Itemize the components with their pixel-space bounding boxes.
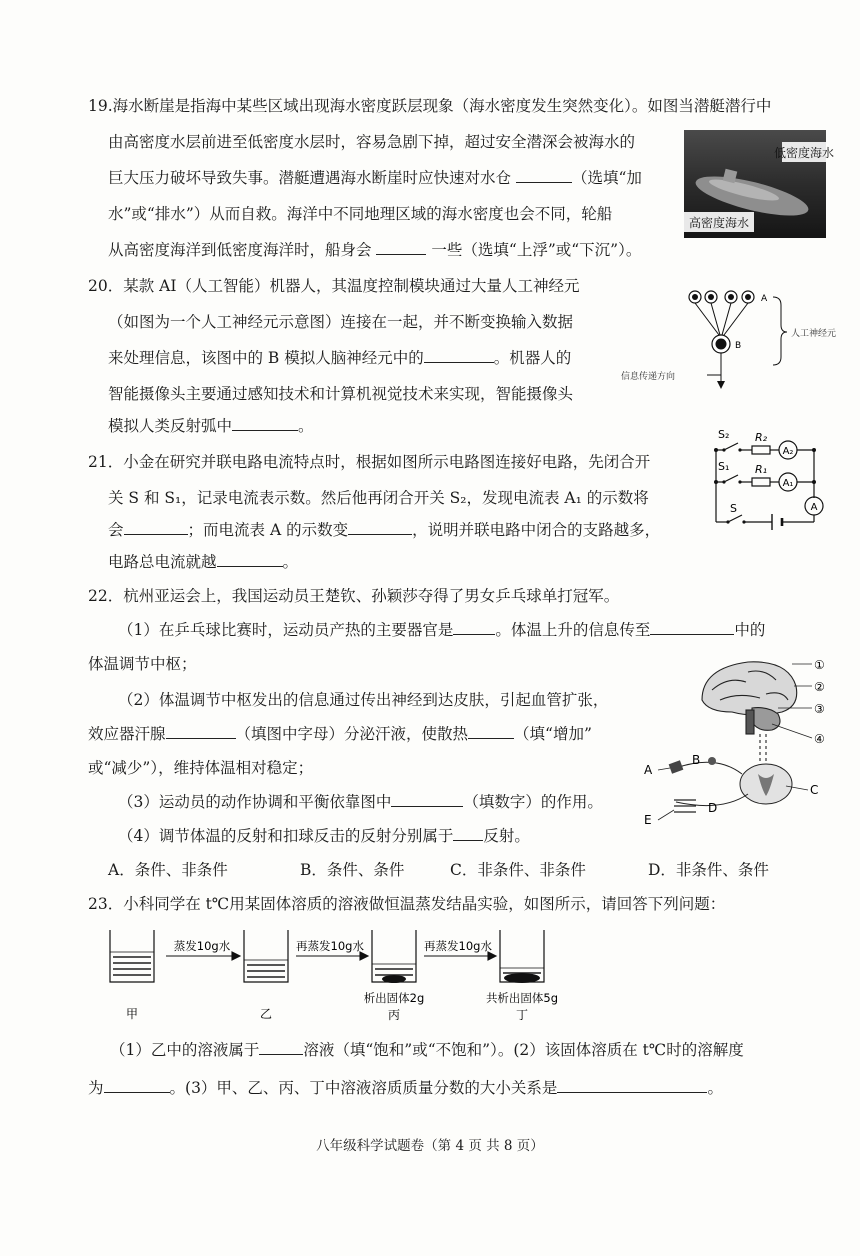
option-a[interactable]: A．条件、非条件 <box>108 861 228 879</box>
evap-label-3: 再蒸发10g水 <box>424 939 492 953</box>
neuron-label: 人工神经元 <box>791 329 837 339</box>
answer-blank[interactable] <box>376 236 426 255</box>
answer-blank[interactable] <box>453 822 483 841</box>
r1-label: R₁ <box>755 463 768 476</box>
artificial-neuron-diagram <box>615 285 860 390</box>
beaker-jia: 甲 <box>125 1007 139 1021</box>
q21-line-1: 21．小金在研究并联电路电流特点时，根据如图所示电路图连接好电路，先闭合开 <box>88 453 651 471</box>
label-4: ④ <box>814 732 825 746</box>
parallel-circuit-diagram <box>706 426 830 534</box>
q22-line-4: 效应器汗腺 （填图中字母）分泌汗液，使散热 （填“增加” <box>88 718 592 750</box>
beaker-yi: 乙 <box>259 1007 273 1021</box>
label-a: A <box>761 294 768 304</box>
high-density-label: 高密度海水 <box>688 216 750 230</box>
q19-line-3: 巨大压力破坏导致失事。潜艇遭遇海水断崖时应快速对水仓 （选填“加 <box>108 162 642 194</box>
label-3: ③ <box>814 702 825 716</box>
label-C: C <box>810 783 819 797</box>
answer-blank[interactable] <box>124 516 188 535</box>
evaporation-diagram <box>104 922 604 1026</box>
answer-blank[interactable] <box>348 516 412 535</box>
label-E: E <box>644 813 652 827</box>
answer-blank[interactable] <box>557 1074 707 1093</box>
a1-label: A₁ <box>782 478 794 489</box>
answer-blank[interactable] <box>650 616 734 635</box>
q19-line-4: 水”或“排水”）从而自救。海洋中不同地理区域的海水密度也会不同，轮船 <box>108 205 613 223</box>
answer-blank[interactable] <box>259 1036 303 1055</box>
evap-label-1: 蒸发10g水 <box>173 939 231 953</box>
label-D: D <box>708 801 718 815</box>
precipitate-2g <box>382 975 406 983</box>
q19-line-5: 从高密度海洋到低密度海洋时，船身会 一些（选填“上浮”或“下沉”）。 <box>108 234 641 266</box>
r2-label: R₂ <box>755 431 768 444</box>
option-b[interactable]: B．条件、条件 <box>300 861 405 879</box>
q21-line-3: 会 ；而电流表 A 的示数变 ，说明并联电路中闭合的支路越多， <box>108 514 660 546</box>
answer-blank[interactable] <box>232 412 298 431</box>
evap-label-2: 再蒸发10g水 <box>296 939 364 953</box>
label-A: A <box>644 763 653 777</box>
s2-label: S₂ <box>718 428 730 441</box>
q23-line-3: 为 。(3）甲、乙、丙、丁中溶液溶质质量分数的大小关系是 。 <box>88 1072 723 1104</box>
beaker-ding: 丁 <box>515 1008 529 1022</box>
brain-reflex-diagram <box>636 650 856 830</box>
answer-blank[interactable] <box>453 616 495 635</box>
q23-line-1: 23．小科同学在 t℃用某固体溶质的溶液做恒温蒸发结晶实验，如图所示，请回答下列问题： <box>88 895 726 913</box>
q19-line-2: 由高密度水层前进至低密度水层时，容易急剧下掉，超过安全潜深会被海水的 <box>108 133 636 151</box>
beaker-bing: 丙 <box>387 1008 401 1022</box>
s1-label: S₁ <box>718 460 730 473</box>
q20-line-3: 来处理信息，该图中的 B 模拟人脑神经元中的 。机器人的 <box>108 342 571 374</box>
option-d[interactable]: D．非条件、条件 <box>648 861 769 879</box>
q22-line-0: 22．杭州亚运会上，我国运动员王楚钦、孙颖莎夺得了男女乒乓球单打冠军。 <box>88 587 620 605</box>
q21-line-2: 关 S 和 S₁，记录电流表示数。然后他再闭合开关 S₂，发现电流表 A₁ 的示数将 <box>108 489 649 507</box>
q20-line-4: 智能摄像头主要通过感知技术和计算机视觉技术来实现，智能摄像头 <box>108 385 574 403</box>
q22-line-1: （1）在乒乓球比赛时，运动员产热的主要器官是 。体温上升的信息传至 中的 <box>118 614 765 646</box>
answer-blank[interactable] <box>166 720 236 739</box>
direction-label: 信息传递方向 <box>621 372 676 382</box>
answer-blank[interactable] <box>391 788 463 807</box>
q19-line-1: 19.海水断崖是指海中某些区域出现海水密度跃层现象（海水密度发生突然变化）。如图当潜艇潜行中 <box>88 97 772 115</box>
q22-line-2: 体温调节中枢； <box>88 655 197 673</box>
label-B: B <box>692 753 701 767</box>
low-density-label: 低密度海水 <box>773 146 835 160</box>
answer-blank[interactable] <box>217 548 283 567</box>
label-b: B <box>735 341 742 351</box>
answer-blank[interactable] <box>104 1074 170 1093</box>
q22-line-7: （4）调节体温的反射和扣球反击的反射分别属于 反射。 <box>118 820 530 852</box>
label-2: ② <box>814 680 825 694</box>
q20-line-2: （如图为一个人工神经元示意图）连接在一起，并不断变换输入数据 <box>108 313 574 331</box>
precip-label-2: 析出固体2g <box>363 991 425 1005</box>
s-label: S <box>730 502 737 515</box>
precipitate-5g <box>504 973 540 983</box>
page-footer: 八年级科学试题卷（第 4 页 共 8 页） <box>316 1138 544 1154</box>
a2-label: A₂ <box>782 446 794 457</box>
answer-blank[interactable] <box>516 164 572 183</box>
submarine-photo <box>684 130 835 238</box>
a-label: A <box>810 502 818 513</box>
q20-line-1: 20．某款 AI（人工智能）机器人，其温度控制模块通过大量人工神经元 <box>88 277 580 295</box>
q22-line-6: （3）运动员的动作协调和平衡依靠图中 （填数字）的作用。 <box>118 786 603 818</box>
answer-blank[interactable] <box>468 720 514 739</box>
label-1: ① <box>814 658 825 672</box>
q23-line-2: （1）乙中的溶液属于 溶液（填“饱和”或“不饱和”）。(2）该固体溶质在 t℃时的溶解度 <box>110 1034 744 1066</box>
precip-label-3: 共析出固体5g <box>485 991 559 1005</box>
q21-line-4: 电路总电流就越 。 <box>108 546 298 578</box>
q20-line-5: 模拟人类反射弧中 。 <box>108 410 314 442</box>
q22-line-5: 或“减少”），维持体温相对稳定； <box>88 759 314 777</box>
q22-line-3: （2）体温调节中枢发出的信息通过传出神经到达皮肤，引起血管扩张， <box>118 691 609 709</box>
option-c[interactable]: C．非条件、非条件 <box>450 861 586 879</box>
answer-blank[interactable] <box>424 344 494 363</box>
